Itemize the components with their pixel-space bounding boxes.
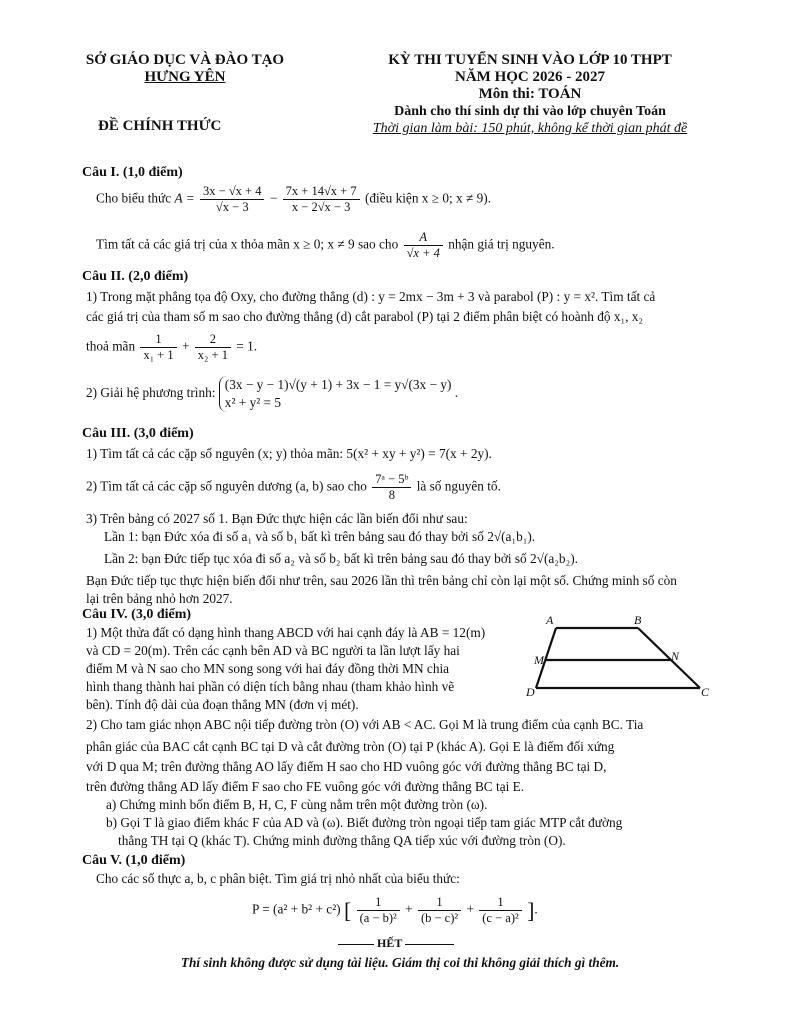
q2-p2 [86, 376, 458, 412]
q5-t2-den: (b − c)² [420, 911, 459, 925]
q2-fb-den: x₂ + 1 [197, 348, 228, 362]
q3-p3-l2: Lần 2: bạn Đức tiếp tục xóa đi số a₂ và số b₂ bất kì trên bảng sau đó thay bởi số 2√(a₂b₂). [104, 551, 578, 566]
q1-condition: (điều kiện x ≥ 0; x ≠ 9). [364, 190, 492, 206]
end-label: HẾT [374, 936, 405, 950]
q5-term-2 [418, 895, 461, 926]
exam-year: NĂM HỌC 2026 - 2027 [455, 69, 605, 85]
q2-fraction-b [195, 332, 231, 363]
q2-fa-den: x₁ + 1 [143, 348, 174, 362]
q4-p1-l1: 1) Một thửa đất có dạng hình thang ABCD với hai cạnh đáy là AB = 12(m) [86, 625, 486, 640]
q5-intro: Cho các số thực a, b, c phân biệt. Tìm giá trị nhỏ nhất của biểu thức: [96, 871, 460, 886]
q1-f3-den: √x + 4 [406, 246, 440, 260]
official-label: ĐỀ CHÍNH THỨC [98, 118, 222, 134]
q1-task-a: Tìm tất cả các giá trị của x thỏa mãn x ≥ 0; x ≠ 9 sao cho [96, 236, 399, 252]
q3-p3-c1: Bạn Đức tiếp tục thực hiện biến đổi như trên, sau 2026 lần thì trên bảng chỉ còn lại một số. Chứng minh số còn [86, 573, 677, 588]
q2-eq: = 1. [236, 338, 258, 354]
q2-p1-condition: thoả mãn $\frac{1}{\text{x₁ + 1}}$ + $\frac{2}{\text{x₂ + 1}}$ = 1. [86, 332, 258, 362]
q4-p1-l2: và CD = 20(m). Trên các cạnh bên AD và BC người ta lần lượt lấy hai [86, 643, 460, 658]
q2-sys-end: . [454, 385, 459, 401]
dept-line-2: HƯNG YÊN [144, 69, 226, 85]
exam-time: Thời gian làm bài: 150 phút, không kể thời gian phát đề [372, 121, 688, 136]
q3-f-den: 8 [388, 488, 395, 502]
dept-line-1: SỞ GIÁO DỤC VÀ ĐÀO TẠO [85, 52, 285, 68]
q5-term-1 [357, 895, 400, 926]
label-d: D [526, 685, 535, 699]
q5-t1-num: 1 [357, 895, 400, 911]
q1-f2-den: x − 2√x − 3 [291, 200, 351, 214]
q2-p1-line1: 1) Trong mặt phẳng tọa độ Oxy, cho đường thẳng (d) : y = 2mx − 3m + 3 và parabol (P) : y = x². Tìm tất cả [86, 289, 656, 304]
exam-header [300, 52, 760, 137]
q4-p2-l2: phân giác của BAC cắt cạnh BC tại D và cắt đường tròn (O) tại P (khác A). Gọi E là điểm đối xứng [86, 739, 615, 754]
label-c: C [701, 685, 710, 699]
q4-p2-b2: thẳng TH tại Q (khác T). Chứng minh đường thẳng QA tiếp xúc với đường tròn (O). [118, 833, 566, 848]
trapezoid-figure [524, 612, 716, 700]
q5-t3-num: 1 [479, 895, 521, 911]
label-a: A [546, 613, 554, 627]
q2-cond-label: thoả mãn [86, 338, 136, 354]
q1-fraction-1 [200, 184, 264, 215]
label-m: M [534, 653, 544, 667]
q4-p2-b1: b) Gọi T là giao điểm khác F của AD và (ω). Biết đường tròn ngoại tiếp tam giác MTP cắt đường [106, 815, 623, 830]
q3-p3: 3) Trên bảng có 2027 số 1. Bạn Đức thực hiện các lần biến đổi như sau: [86, 511, 468, 526]
q1-task [96, 230, 555, 261]
q1-task-b: nhận giá trị nguyên. [448, 236, 555, 252]
q5-lhs: P = (a² + b² + c²) [252, 901, 341, 917]
q2-sys-eq1: (3x − y − 1)√(y + 1) + 3x − 1 = y√(3x − y) [224, 377, 452, 392]
label-b: B [634, 613, 642, 627]
q5-t2-num: 1 [418, 895, 461, 911]
q4-p2-a: a) Chứng minh bốn điểm B, H, C, F cùng nằm trên một đường tròn (ω). [106, 797, 488, 812]
q5-term-3 [479, 895, 521, 926]
q1-f1-num: 3x − √x + 4 [200, 184, 264, 200]
q2-system [219, 376, 452, 412]
q3-p1: 1) Tìm tất cả các cặp số nguyên (x; y) thỏa mãn: 5(x² + xy + y²) = 7(x + 2y). [86, 446, 492, 461]
q2-fraction-a [140, 332, 176, 363]
q1-f2-num: 7x + 14√x + 7 [283, 184, 360, 200]
label-n: N [671, 649, 680, 663]
q3-p2-b: là số nguyên tố. [416, 478, 501, 494]
q4-title: Câu IV. (3,0 điểm) [82, 607, 192, 622]
q1-fraction-3 [404, 230, 443, 261]
q2-title: Câu II. (2,0 điểm) [82, 269, 189, 284]
q5-t1-den: (a − b)² [359, 911, 397, 925]
q1-expression: Cho biểu thức A = $\frac{3x - √x + 4}{√x - 3}$ − $\frac{7x + 14√x + 7}{x - 2√x - 3}$ (điều kiện x ≥ 0; x ≠ 9). [96, 184, 492, 214]
q2-p2-intro: 2) Giải hệ phương trình: [86, 385, 216, 401]
exam-target: Dành cho thí sinh dự thi vào lớp chuyên Toán [394, 104, 666, 119]
q3-title: Câu III. (3,0 điểm) [82, 426, 194, 441]
department-name [60, 52, 310, 86]
q2-fb-num: 2 [195, 332, 231, 348]
end-divider [338, 936, 454, 950]
q3-p2 [86, 472, 501, 503]
q2-sys-eq2: x² + y² = 5 [224, 395, 282, 410]
q4-p1-l3: điểm M và N sao cho MN song song với hai đáy đồng thời MN chia [86, 661, 450, 676]
q1-intro: Cho biểu thức [96, 190, 172, 206]
q3-fraction [372, 472, 411, 503]
q5-title: Câu V. (1,0 điểm) [82, 853, 186, 868]
q2-p1-line2: các giá trị của tham số m sao cho đường thẳng (d) cắt parabol (P) tại 2 điểm phân biệt có hoành độ x₁, x₂ [86, 309, 644, 324]
q3-p2-a: 2) Tìm tất cả các cặp số nguyên dương (a, b) sao cho [86, 478, 367, 494]
exam-title: KỲ THI TUYỂN SINH VÀO LỚP 10 THPT [388, 52, 672, 68]
q5-expression: P = (a² + b² + c²) [ $\frac{1}{\text{(a − b)²}}$ + $\frac{1}{\text{(b − c)²}}$ + $\frac{1}{\text{(c − a)²}}$ ]. [252, 895, 538, 925]
q5-t3-den: (c − a)² [482, 911, 519, 925]
q3-p3-c2: lại trên bảng nhỏ hơn 2027. [86, 591, 233, 606]
q1-lhs: A = [174, 190, 195, 206]
q3-p3-l1: Lần 1: bạn Đức xóa đi số a₁ và số b₁ bất kì trên bảng sau đó thay bởi số 2√(a₁b₁). [104, 529, 536, 544]
q3-f-num: 7ᵃ − 5ᵇ [372, 472, 411, 488]
q1-fraction-2 [283, 184, 360, 215]
q4-p2-l1: 2) Cho tam giác nhọn ABC nội tiếp đường tròn (O) với AB < AC. Gọi M là trung điểm của cạnh BC. Tia [86, 717, 644, 732]
q1-f1-den: √x − 3 [215, 200, 249, 214]
q4-p2-l3: với D qua M; trên đường thẳng AO lấy điểm H sao cho HD vuông góc với đường thẳng BC tại D, [86, 759, 607, 774]
q1-f3-num: A [404, 230, 443, 246]
exam-subject: Môn thi: TOÁN [478, 86, 582, 102]
q4-p1-l5: bên). Tính độ dài của đoạn thẳng MN (đơn vị mét). [86, 697, 359, 712]
q4-p1-l4: hình thang thành hai phần có diện tích bằng nhau (tham khảo hình vẽ [86, 679, 455, 694]
footer-note: Thí sinh không được sử dụng tài liệu. Giám thị coi thi không giải thích gì thêm. [180, 955, 620, 970]
q2-fa-num: 1 [140, 332, 176, 348]
q1-title: Câu I. (1,0 điểm) [82, 165, 183, 180]
q4-p2-l4: trên đường thẳng AD lấy điểm F sao cho FE vuông góc với đường thẳng BC tại E. [86, 779, 525, 794]
edge-bc [638, 628, 700, 688]
